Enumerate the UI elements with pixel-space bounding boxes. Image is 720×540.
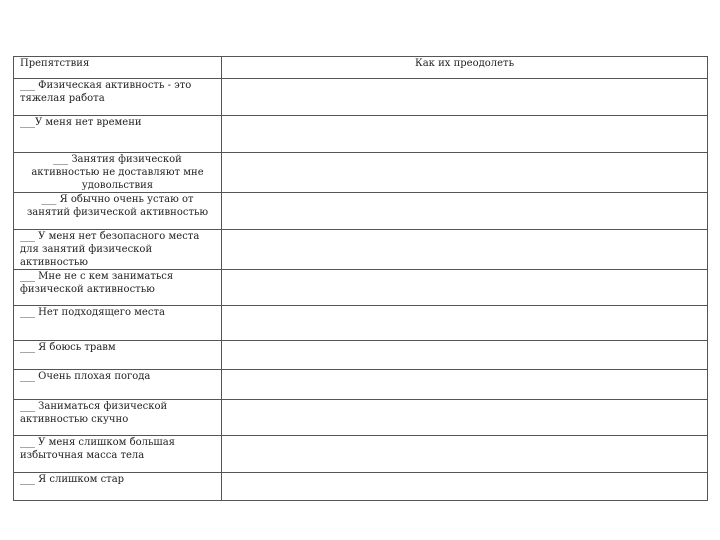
barrier-cell: ___ Физическая активность - это тяжелая работа	[14, 79, 222, 116]
barrier-cell: ___ Я обычно очень устаю от занятий физической активностью	[14, 193, 222, 230]
table-row	[14, 370, 708, 400]
table-row	[14, 341, 708, 370]
answer-cell[interactable]	[222, 400, 708, 436]
barriers-table	[13, 56, 708, 501]
header-how-to-overcome: Как их преодолеть	[222, 57, 708, 79]
answer-cell[interactable]	[222, 116, 708, 153]
answer-cell[interactable]	[222, 370, 708, 400]
barrier-cell: ___ Нет подходящего места	[14, 306, 222, 341]
answer-cell[interactable]	[222, 473, 708, 501]
answer-cell[interactable]	[222, 79, 708, 116]
answer-cell[interactable]	[222, 436, 708, 473]
barrier-cell: ___ Очень плохая погода	[14, 370, 222, 400]
barrier-cell: ___ У меня слишком большая избыточная масса тела	[14, 436, 222, 473]
table-row	[14, 473, 708, 501]
barrier-cell: ___У меня нет времени	[14, 116, 222, 153]
answer-cell[interactable]	[222, 153, 708, 193]
table-row	[14, 436, 708, 473]
table-row	[14, 306, 708, 341]
barrier-cell: ___ У меня нет безопасного места для занятий физической активностью	[14, 230, 222, 270]
answer-cell[interactable]	[222, 193, 708, 230]
table-row	[14, 230, 708, 270]
barrier-cell: ___ Я боюсь травм	[14, 341, 222, 370]
table-row	[14, 79, 708, 116]
table-row	[14, 153, 708, 193]
answer-cell[interactable]	[222, 341, 708, 370]
table-header-row	[14, 57, 708, 79]
table-row	[14, 193, 708, 230]
table-row	[14, 116, 708, 153]
answer-cell[interactable]	[222, 306, 708, 341]
table-row	[14, 270, 708, 306]
header-barriers: Препятствия	[14, 57, 222, 79]
table-row	[14, 400, 708, 436]
barrier-cell: ___ Заниматься физической активностью скучно	[14, 400, 222, 436]
answer-cell[interactable]	[222, 270, 708, 306]
barrier-cell: ___ Я слишком стар	[14, 473, 222, 501]
barrier-cell: ___ Занятия физической активностью не доставляют мне удовольствия	[14, 153, 222, 193]
answer-cell[interactable]	[222, 230, 708, 270]
barrier-cell: ___ Мне не с кем заниматься физической активностью	[14, 270, 222, 306]
